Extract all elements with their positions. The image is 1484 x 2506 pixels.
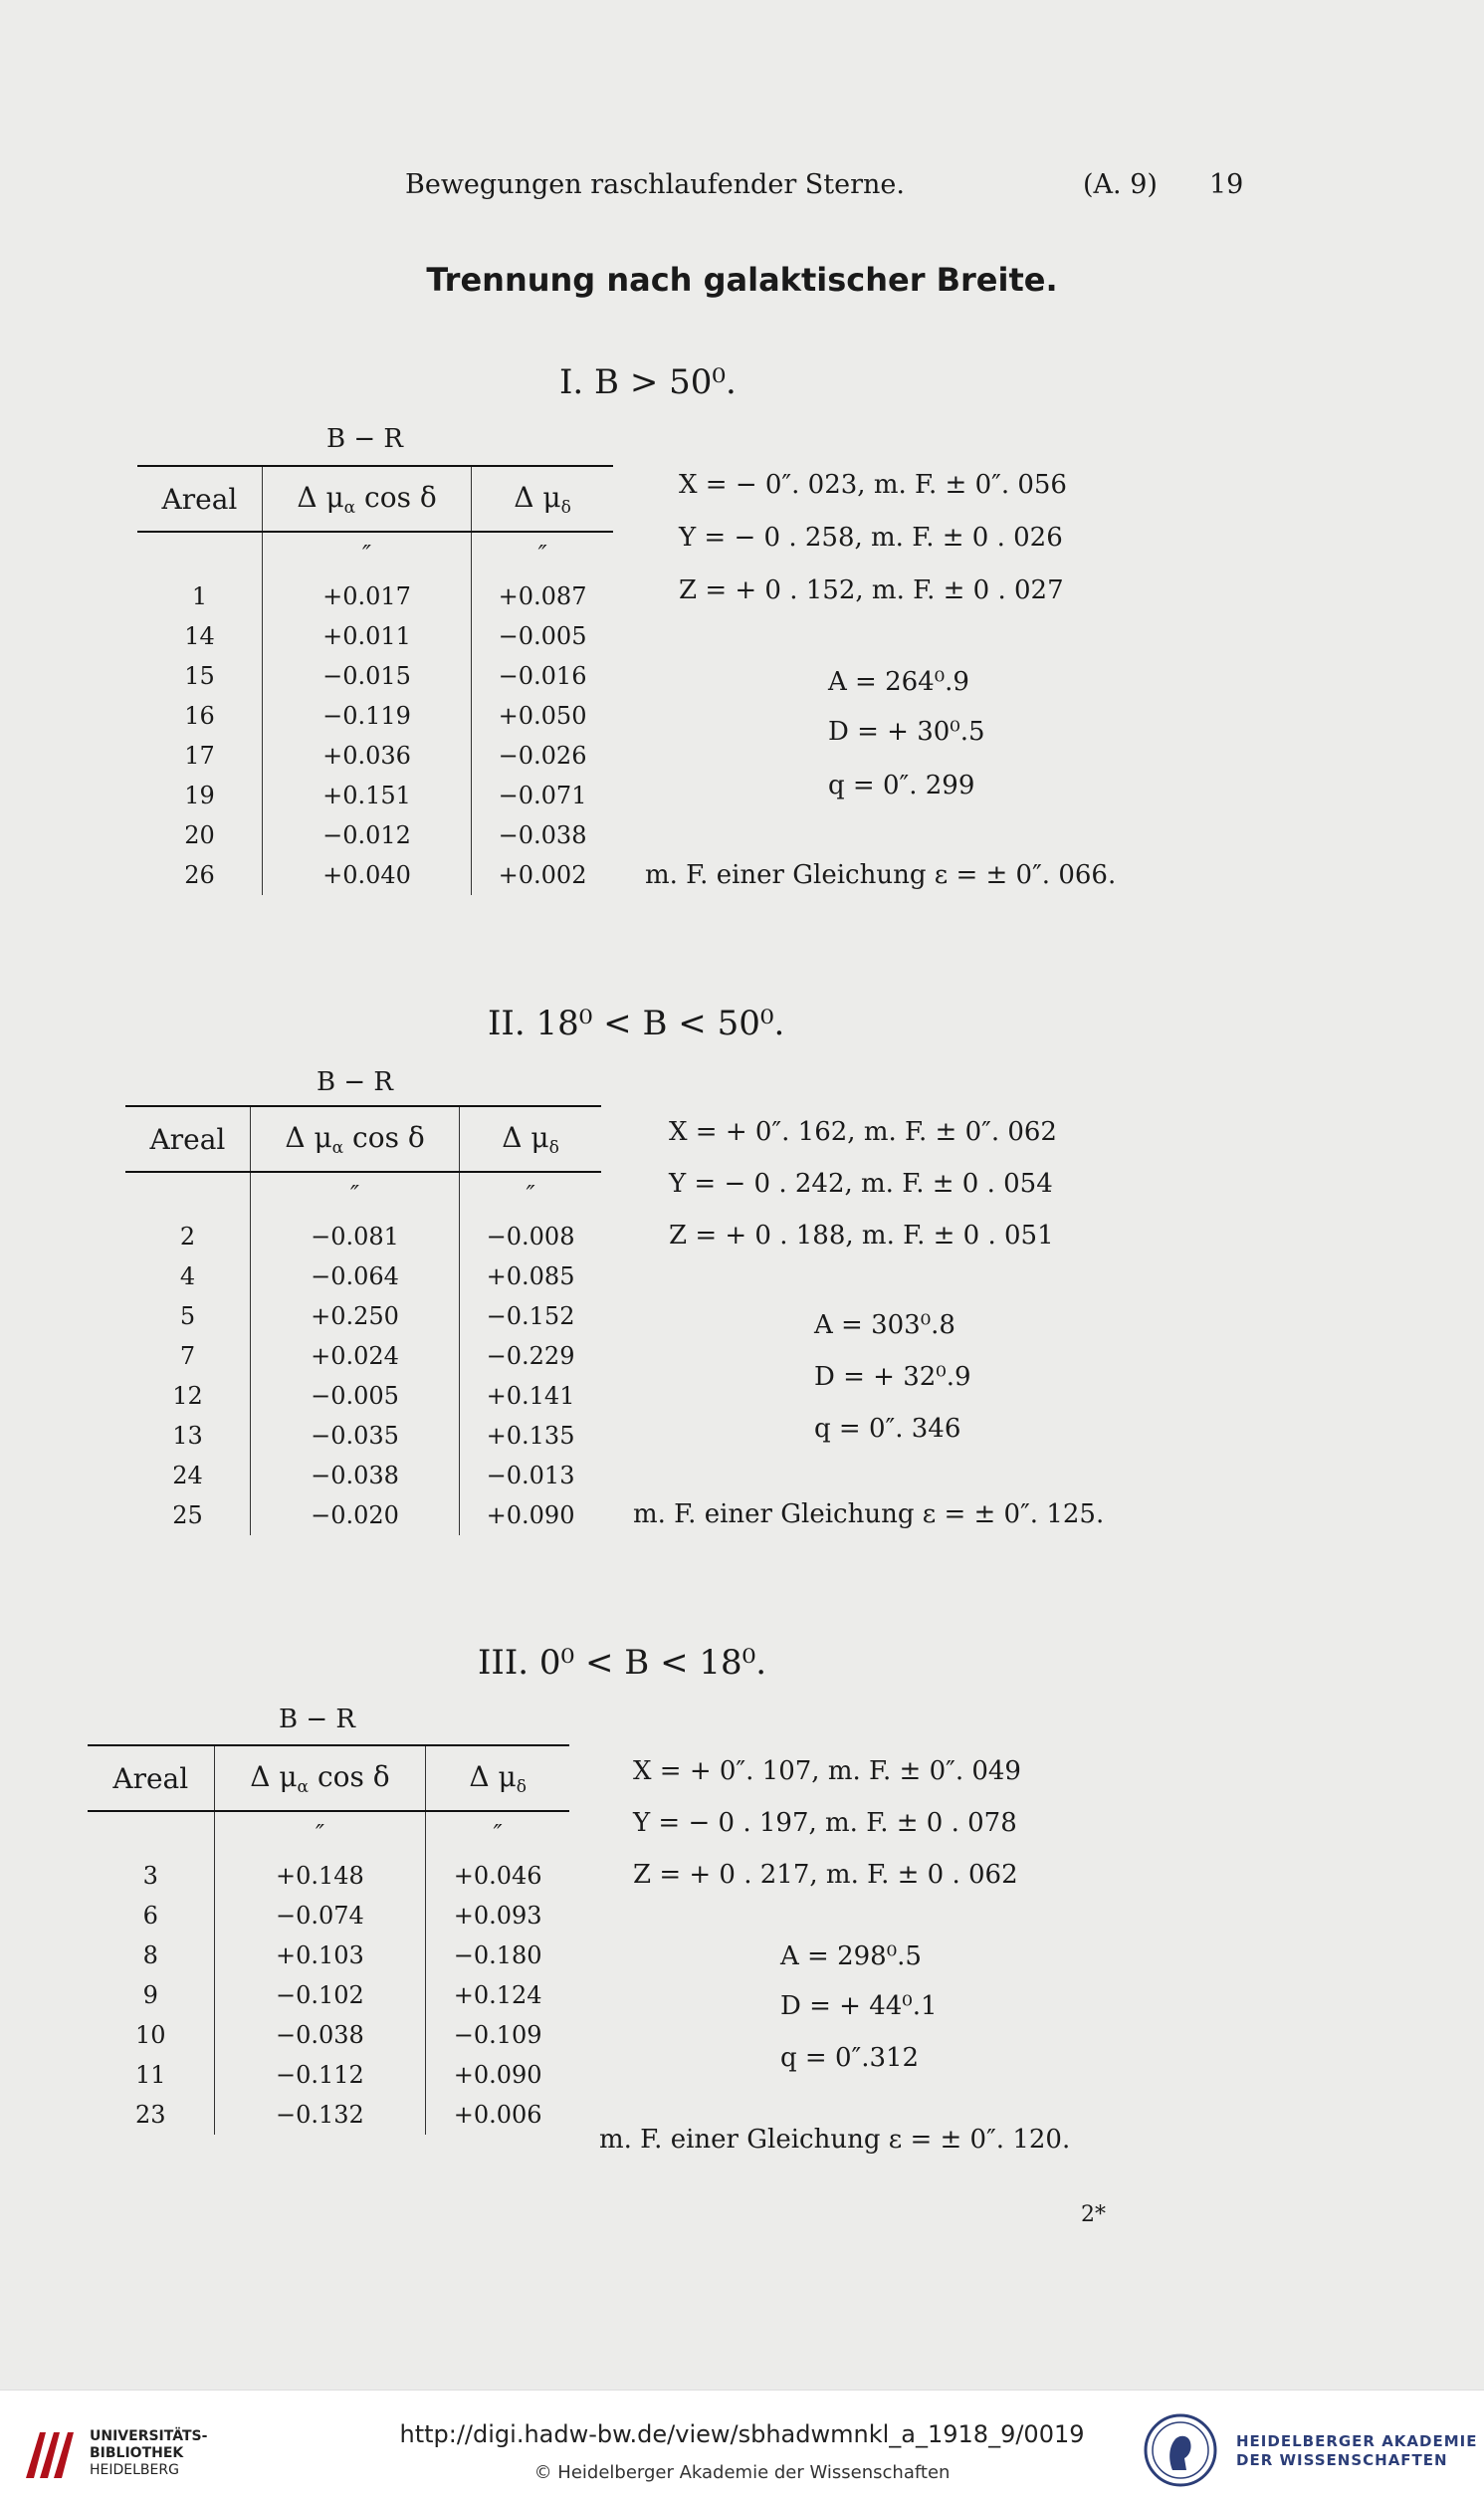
table-row: 24 −0.038 −0.013 [125,1456,601,1495]
copyright-notice: © Heidelberger Akademie der Wissenschaften [533,2462,951,2483]
university-library-name: UNIVERSITÄTS- BIBLIOTHEK HEIDELBERG [90,2428,208,2478]
equation-y-3: Y = − 0 . 197, m. F. ± 0 . 078 [633,1808,1017,1838]
param-a-2: A = 303⁰.8 [814,1310,955,1340]
table-row: 3 +0.148 +0.046 [88,1856,569,1896]
mean-error-3: m. F. einer Gleichung ε = ± 0″. 120. [599,2125,1071,2155]
unit-mark: ″ [262,532,471,576]
mean-error-1: m. F. einer Gleichung ε = ± 0″. 066. [645,860,1117,890]
unit-mark: ″ [526,1181,535,1209]
col-dmu-delta: Δ $\mu_\delta$ [472,466,613,532]
table-row: 15 −0.015 −0.016 [137,656,613,696]
table-row: 12 −0.005 +0.141 [125,1376,601,1416]
page-title: Trennung nach galaktischer Breite. [426,261,1058,299]
table-row: 4 −0.064 +0.085 [125,1256,601,1296]
table-row: 2 −0.081 −0.008 [125,1217,601,1256]
param-a-1: A = 264⁰.9 [828,667,969,697]
table-row: 19 +0.151 −0.071 [137,776,613,815]
mean-error-2: m. F. einer Gleichung ε = ± 0″. 125. [633,1499,1105,1529]
col-dmu-alpha-cos: Δ $\mu_\alpha$ cos δ [250,1106,459,1172]
data-table-3 [88,1744,569,2135]
equation-y-2: Y = − 0 . 242, m. F. ± 0 . 054 [669,1169,1053,1199]
table-row: 16 −0.119 +0.050 [137,696,613,736]
footer-bar [0,2390,1484,2506]
data-table-1 [137,465,613,895]
equation-x-1: X = − 0″. 023, m. F. ± 0″. 056 [679,470,1067,500]
table-row: 23 −0.132 +0.006 [88,2095,569,2135]
col-dmu-delta: Δ $\mu_\delta$ [426,1745,569,1811]
param-d-3: D = + 44⁰.1 [780,1991,938,2021]
unit-mark: ″ [537,541,547,569]
unit-mark: ″ [214,1811,426,1856]
param-q-1: q = 0″. 299 [828,771,975,800]
equation-z-2: Z = + 0 . 188, m. F. ± 0 . 051 [669,1221,1054,1251]
table-row: 5 +0.250 −0.152 [125,1296,601,1336]
table-row: 8 +0.103 −0.180 [88,1936,569,1975]
br-label-2: B − R [317,1067,393,1097]
equation-x-3: X = + 0″. 107, m. F. ± 0″. 049 [633,1756,1021,1786]
section-reference: (A. 9) [1083,169,1158,200]
table-row: 1 +0.017 +0.087 [137,576,613,616]
col-dmu-alpha-cos: Δ $\mu_\alpha$ cos δ [262,466,471,532]
table-row: 6 −0.074 +0.093 [88,1896,569,1936]
equation-z-3: Z = + 0 . 217, m. F. ± 0 . 062 [633,1860,1018,1890]
unit-mark: ″ [493,1820,503,1848]
table-row: 20 −0.012 −0.038 [137,815,613,855]
section-heading-3: III. 0⁰ < B < 18⁰. [478,1643,767,1683]
academy-seal-icon [1143,2412,1218,2488]
unit-mark: ″ [250,1172,459,1217]
param-d-2: D = + 32⁰.9 [814,1362,971,1392]
equation-x-2: X = + 0″. 162, m. F. ± 0″. 062 [669,1117,1057,1147]
running-title: Bewegungen raschlaufender Sterne. [405,169,905,200]
table-row: 11 −0.112 +0.090 [88,2055,569,2095]
table-row: 25 −0.020 +0.090 [125,1495,601,1535]
table-row: 26 +0.040 +0.002 [137,855,613,895]
col-areal: Areal [137,466,262,532]
param-q-2: q = 0″. 346 [814,1414,961,1444]
br-label-1: B − R [326,424,403,454]
table-row: 9 −0.102 +0.124 [88,1975,569,2015]
col-dmu-alpha-cos: Δ $\mu_\alpha$ cos δ [214,1745,426,1811]
col-areal: Areal [125,1106,250,1172]
table-row: 17 +0.036 −0.026 [137,736,613,776]
equation-z-1: Z = + 0 . 152, m. F. ± 0 . 027 [679,575,1064,605]
page-number: 19 [1209,169,1244,200]
signature-mark: 2* [1081,2202,1106,2227]
col-dmu-delta: Δ $\mu_\delta$ [460,1106,601,1172]
table-row: 7 +0.024 −0.229 [125,1336,601,1376]
table-row: 13 −0.035 +0.135 [125,1416,601,1456]
document-url-link[interactable]: http://digi.hadw-bw.de/view/sbhadwmnkl_a_1918_9/0019 [399,2420,1085,2448]
col-areal: Areal [88,1745,214,1811]
br-label-3: B − R [279,1705,355,1734]
equation-y-1: Y = − 0 . 258, m. F. ± 0 . 026 [679,523,1063,553]
table-row: 10 −0.038 −0.109 [88,2015,569,2055]
param-d-1: D = + 30⁰.5 [828,717,985,747]
param-a-3: A = 298⁰.5 [780,1941,922,1971]
param-q-3: q = 0″.312 [780,2043,920,2073]
section-heading-2: II. 18⁰ < B < 50⁰. [488,1004,785,1043]
data-table-2 [125,1105,601,1535]
section-heading-1: I. B > 50⁰. [559,362,737,402]
academy-name: HEIDELBERGER AKADEMIE DER WISSENSCHAFTEN [1236,2432,1478,2469]
table-row: 14 +0.011 −0.005 [137,616,613,656]
